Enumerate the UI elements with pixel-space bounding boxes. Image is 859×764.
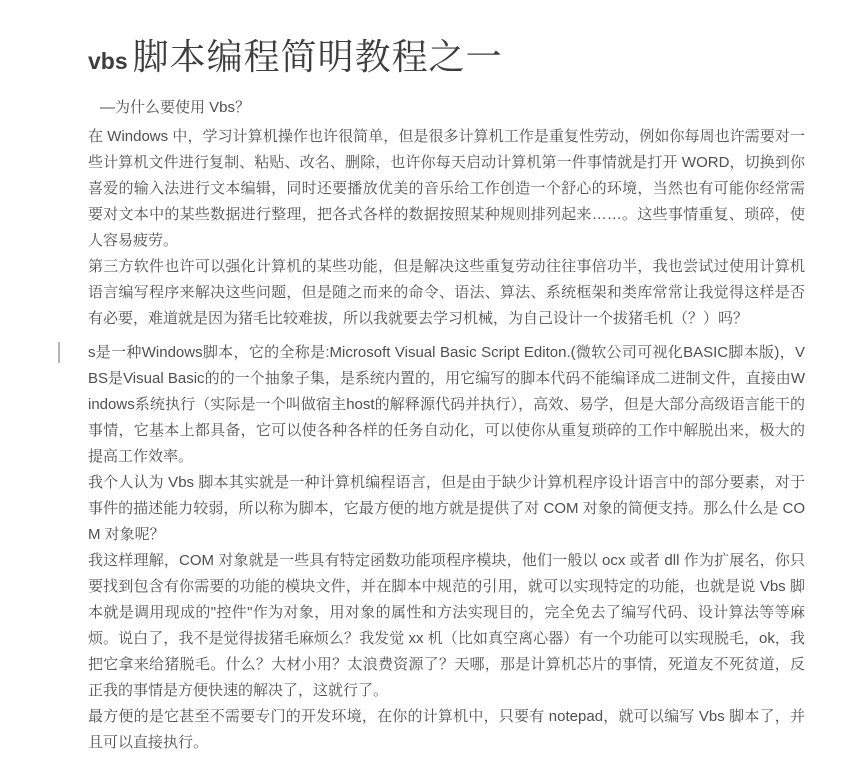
text-cursor — [58, 342, 60, 363]
paragraph-third-party: 第三方软件也许可以强化计算机的某些功能，但是解决这些重复劳动往往事倍功半，我也尝试过使用计算机语言编写程序来解决这些问题，但是随之而来的命令、语法、算法、系统框架和类库常常让我觉得这样是否有必要，难道就是因为猪毛比较难拔，所以我就要去学习机械，为自己设计一个拔猪毛机（？）吗？ — [88, 258, 805, 327]
paragraph-personal-view: 我个人认为 Vbs 脚本其实就是一种计算机编程语言，但是由于缺少计算机程序设计语言中的部分要素，对于事件的描述能力较弱，所以称为脚本，它最方便的地方就是提供了对 COM 对象的简便支持。那么什么是 COM 对象呢？ — [88, 474, 805, 543]
paragraph-notepad: 最方便的是它甚至不需要专门的开发环境，在你的计算机中，只要有 notepad，就可以编写 Vbs 脚本了，并且可以直接执行。 — [88, 708, 805, 751]
page-title-main: 脚本编程简明教程之一 — [132, 37, 503, 78]
paragraph-vbs-definition-text: s是一种Windows脚本，它的全称是:Microsoft Visual Basic Script Editon.(微软公司可视化BASIC脚本版)，VBS是Visual Basic的的一个抽象子集，是系统内置的，用它编写的脚本代码不能编译成二进制文件，直接由Windows系统执行（实际是一个叫做宿主host的解释源代码并执行），高效、易学，但是大部分高级语言能干的事情，它基本上都具备，它可以使各种各样的任务自动化，可以使你从重复琐碎的工作中解脱出来，极大的提高工作效率。 — [88, 344, 805, 465]
paragraph-intro: 在 Windows 中，学习计算机操作也许很简单，但是很多计算机工作是重复性劳动，例如你每周也许需要对一些计算机文件进行复制、粘贴、改名、删除，也许你每天启动计算机第一件事情就是打开 WORD，切换到你喜爱的输入法进行文本编辑，同时还要播放优美的音乐给工作创造一个舒心的环境，当然也有可能你经常需要对文本中的某些数据进行整理，把各式各样的数据按照某种规则排列起来……。这些事情重复、琐碎，使人容易疲劳。 — [88, 128, 805, 249]
page-title — [88, 38, 805, 85]
article-body — [88, 124, 805, 756]
section-subtitle: —为什么要使用 Vbs？ — [100, 99, 251, 116]
paragraph-com-explain: 我这样理解，COM 对象就是一些具有特定函数功能项程序模块，他们一般以 ocx 或者 dll 作为扩展名，你只要找到包含有你需要的功能的模块文件，并在脚本中规范的引用，就可以实现特定的功能，也就是说 Vbs 脚本就是调用现成的"控件"作为对象，用对象的属性和方法实现目的，完全免去了编写代码、设计算法等等麻烦。说白了，我不是觉得拔猪毛麻烦么？我发觉 xx 机（比如真空离心器）有一个功能可以实现脱毛，ok，我把它拿来给猪脱毛。什么？大材小用？太浪费资源了？天哪，那是计算机芯片的事情，死道友不死贫道，反正我的事情是方便快速的解决了，这就行了。 — [88, 552, 805, 699]
paragraph-vbs-definition — [88, 340, 805, 470]
page-title-prefix: vbs — [88, 48, 128, 74]
